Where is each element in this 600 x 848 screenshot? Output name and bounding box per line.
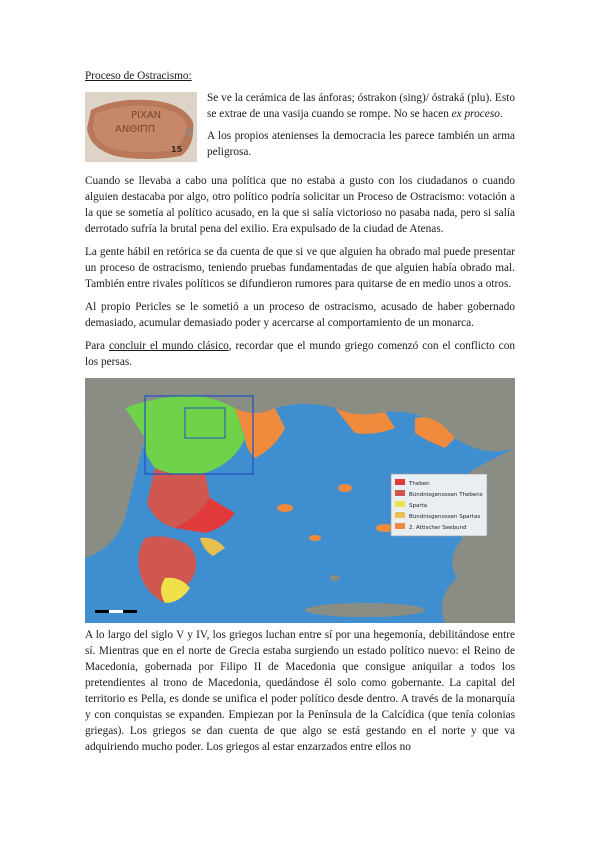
legend-swatch-theben-allies — [395, 490, 405, 496]
map-crete — [305, 603, 425, 617]
legend-label-sparta: Sparta — [409, 503, 428, 509]
intro-text — [207, 90, 515, 166]
paragraph-rhetoric: La gente hábil en retórica se da cuenta de que si ve que alguien ha obrado mal puede presentar un proceso de ostracismo, teniendo pruebas fundamentadas de que alguien había obrado mal. También entre rivales políticos se difundieron rumores para quitarse de en medio unos a otros. — [85, 246, 515, 290]
ostrakon-image — [85, 92, 197, 162]
ostrakon-inscription-2: ΑΝΘΙΠΠ — [115, 124, 156, 135]
intro-paragraph-2: A los propios atenienses la democracia les parece también un arma peligrosa. — [207, 130, 515, 158]
legend-swatch-theben — [395, 479, 405, 485]
greece-map — [85, 378, 515, 623]
document-page — [85, 68, 515, 755]
map-island — [309, 535, 321, 541]
map-scale-bar — [95, 610, 137, 613]
map-island — [338, 484, 352, 492]
section-heading: Proceso de Ostracismo: — [85, 70, 192, 82]
legend-swatch-sparta — [395, 501, 405, 507]
italic-term: ex proceso — [451, 108, 500, 120]
paragraph-pericles: Al propio Pericles se le sometió a un proceso de ostracismo, acusado de haber gobernado demasiado, acumular demasiado poder y acercarse al comportamiento de un monarca. — [85, 301, 515, 329]
legend-label-attic-league: 2. Attischer Seebund — [409, 525, 467, 531]
legend-swatch-attic-league — [395, 523, 405, 529]
map-island — [330, 575, 340, 581]
underlined-phrase: concluir el mundo clásico — [109, 340, 229, 352]
intro-block — [85, 90, 515, 166]
map-legend — [391, 474, 487, 536]
legend-label-theben: Theben — [409, 481, 430, 487]
legend-label-theben-allies: Bündnisgenossen Thebens — [409, 492, 483, 498]
legend-label-sparta-allies: Bündnisgenossen Spartas — [409, 514, 481, 520]
map-island — [277, 504, 293, 512]
ostrakon-number: 15 — [171, 145, 183, 154]
paragraph-macedonia: A lo largo del siglo V y IV, los griegos luchan entre sí por una hegemonía, debilitándose entre sí. Mientras que en el norte de Grecia estaba surgiendo un estado político nuevo: el Reino de Macedonia, gobernada por Filipo II de Macedonia que consigue aniquilar a todos los pretendientes al trono de Macedonia, quedándose él solo como gobernante. La capital del territorio es Pella, es donde se unifica el poder político desde dentro. A través de la monarquía y con conquistas se expanden. Empiezan por la Península de la Calcídica (que tenía colonias griegas). Los griegos se dan cuenta de que algo se está gestando en el norte y que va adquiriendo mucho poder. Los griegos al estar enzarzados entre ellos no — [85, 629, 515, 753]
ostrakon-inscription-1: ΡΙΧΑΝ — [131, 110, 162, 121]
paragraph-classical-world: Para concluir el mundo clásico, recordar que el mundo griego comenzó con el conflicto con los persas. — [85, 340, 515, 368]
legend-swatch-sparta-allies — [395, 512, 405, 518]
intro-paragraph-1: Se ve la cerámica de las ánforas; óstrakon (sing)/ óstraká (plu). Esto se extrae de una vasija cuando se rompe. No se hacen ex proceso. — [207, 92, 515, 120]
paragraph-ostracism-procedure: Cuando se llevaba a cabo una política que no estaba a gusto con los ciudadanos o cuando alguien destacaba por algo, otro político podría solicitar un Proceso de Ostracismo: votación a la que se sometía al político acusado, en la que si salía victorioso no pasaba nada, pero si salía derrotado sufría la brutal pena del exilio. Era expulsado de la ciudad de Atenas. — [85, 175, 515, 235]
